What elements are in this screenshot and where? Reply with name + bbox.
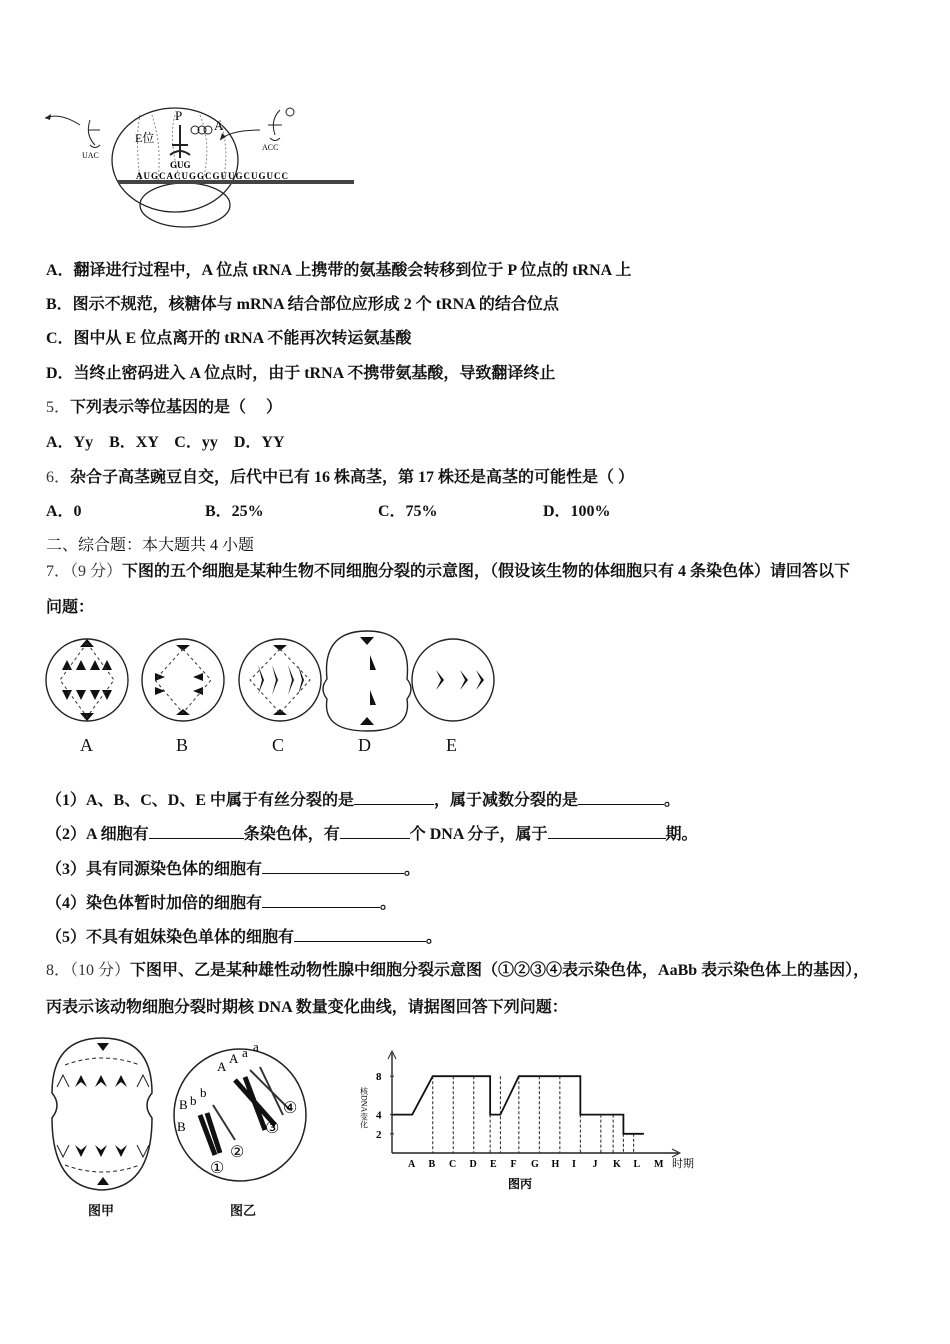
- q7-sub5-end: 。: [426, 929, 443, 946]
- q7-sub4-end: 。: [380, 895, 397, 912]
- figure-bing-chart: [360, 1045, 705, 1195]
- cell-label-b: B: [176, 735, 189, 755]
- x-tick-label: B: [428, 1159, 436, 1170]
- q8-stem: [46, 961, 869, 981]
- chromosome-4: ④: [283, 1100, 298, 1117]
- q6-option-c: C．75%: [378, 503, 438, 520]
- q5-text: 下列表示等位基因的是（ ）: [70, 399, 283, 416]
- q6-option-a: A．0: [46, 503, 82, 520]
- q7-sub4-text: （4）染色体暂时加倍的细胞有: [46, 895, 263, 912]
- y-axis-label: 核DNA变化: [360, 1087, 369, 1129]
- q7-stem-line2: 问题：: [46, 599, 95, 616]
- y-tick-label: 2: [376, 1128, 382, 1141]
- x-tick-label: A: [408, 1159, 416, 1170]
- answer-blank[interactable]: [340, 824, 410, 839]
- answer-blank[interactable]: [262, 859, 404, 874]
- q4-option-a: A．翻译进行过程中，A 位点 tRNA 上携带的氨基酸会转移到位于 P 位点的 tRNA 上: [46, 262, 632, 279]
- q7-sub1-text: （1）A、B、C、D、E 中属于有丝分裂的是: [46, 792, 355, 809]
- q7-sub5: [46, 927, 442, 948]
- q7-sub3: [46, 859, 420, 880]
- y-tick-label: 4: [376, 1109, 382, 1122]
- y-tick-label: 8: [376, 1071, 382, 1084]
- chromosome-3: ③: [265, 1120, 280, 1137]
- q8-number: 8．: [46, 962, 71, 979]
- q7-sub3-text: （3）具有同源染色体的细胞有: [46, 861, 263, 878]
- q5-number: 5．: [46, 399, 71, 416]
- q7-sub4: [46, 893, 396, 914]
- section-heading: 二、综合题：本大题共 4 小题: [46, 537, 255, 554]
- x-tick-label: G: [531, 1159, 539, 1170]
- q5-stem: [46, 398, 282, 418]
- x-tick-label: J: [592, 1159, 598, 1170]
- right-anticodon: ACC: [262, 143, 279, 152]
- q7-text: 下图的五个细胞是某种生物不同细胞分裂的示意图，（假设该生物的体细胞只有 4 条染色体）请回答以下: [122, 563, 851, 580]
- q7-sub2-end: 期。: [665, 826, 698, 843]
- figure-yi: [165, 1035, 315, 1195]
- gene-b2: b: [190, 1093, 197, 1108]
- p-site-label: P: [175, 108, 183, 123]
- gene-b4: B: [177, 1119, 186, 1134]
- gene-b3: b: [200, 1085, 207, 1100]
- dna-curve: [392, 1076, 644, 1134]
- cell-division-figures: [40, 625, 510, 735]
- mrna-sequence: AUGCACUGGCGUUGCUGUCC: [136, 171, 289, 181]
- q7-sub1: [46, 790, 680, 811]
- q6-option-d: D．100%: [543, 503, 611, 520]
- x-tick-label: C: [449, 1159, 457, 1170]
- q7-sub1-text2: ，属于减数分裂的是: [434, 792, 579, 809]
- x-axis-label: 时期: [672, 1158, 694, 1170]
- q7-sub5-text: （5）不具有姐妹染色单体的细胞有: [46, 929, 295, 946]
- answer-blank[interactable]: [262, 893, 380, 908]
- answer-blank[interactable]: [294, 927, 426, 942]
- q7-number: 7．: [46, 563, 71, 580]
- x-tick-label: M: [654, 1159, 664, 1170]
- figure-yi-caption: 图乙: [230, 1203, 257, 1218]
- cell-label-e: E: [446, 735, 457, 755]
- chromosome-1: ①: [210, 1160, 225, 1177]
- q7-score: （9 分）: [70, 563, 123, 580]
- answer-blank[interactable]: [578, 790, 664, 805]
- figure-jia-caption: 图甲: [88, 1203, 115, 1218]
- chromosome-2: ②: [230, 1144, 245, 1161]
- q7-sub1-end: 。: [664, 792, 681, 809]
- answer-blank[interactable]: [548, 824, 666, 839]
- q7-sub3-end: 。: [404, 861, 421, 878]
- x-tick-label: K: [613, 1159, 621, 1170]
- q8-text: 下图甲、乙是某种雄性动物性腺中细胞分裂示意图（①②③④表示染色体，AaBb 表示染色体上的基因），: [130, 962, 870, 979]
- x-tick-label: F: [510, 1159, 517, 1170]
- q5-options: A．Yy B．XY C．yy D．YY: [46, 434, 285, 451]
- x-tick-label: H: [551, 1159, 560, 1170]
- q7-stem: [46, 562, 850, 582]
- q4-option-c: C．图中从 E 位点离开的 tRNA 不能再次转运氨基酸: [46, 330, 412, 347]
- gene-a2: A: [229, 1051, 239, 1066]
- q7-sub2-text2: 条染色体，有: [243, 826, 340, 843]
- q7-sub2-text: （2）A 细胞有: [46, 826, 149, 843]
- chart-title: 图丙: [508, 1177, 533, 1191]
- gene-a1: A: [217, 1059, 227, 1074]
- left-anticodon: UAC: [82, 151, 99, 160]
- gene-a3: a: [242, 1045, 248, 1060]
- x-tick-label: I: [572, 1159, 576, 1170]
- q6-text: 杂合子高茎豌豆自交，后代中已有 16 株高茎，第 17 株还是高茎的可能性是（ ）: [70, 469, 635, 486]
- q7-sub2: [46, 824, 698, 845]
- answer-blank[interactable]: [149, 824, 244, 839]
- q8-stem-line2: 丙表示该动物细胞分裂时期核 DNA 数量变化曲线，请据图回答下列问题：: [46, 999, 568, 1016]
- x-tick-label: D: [469, 1159, 477, 1170]
- x-tick-label: L: [633, 1159, 641, 1170]
- q6-number: 6．: [46, 469, 71, 486]
- answer-blank[interactable]: [354, 790, 434, 805]
- gene-a4: a: [253, 1039, 259, 1054]
- translation-diagram: [40, 100, 370, 230]
- a-site-label: A: [214, 118, 224, 133]
- e-site-label: E位: [135, 131, 155, 145]
- q4-option-d: D．当终止密码进入 A 位点时，由于 tRNA 不携带氨基酸，导致翻译终止: [46, 365, 556, 382]
- p-anticodon: GUG: [170, 160, 191, 170]
- figure-jia: [45, 1035, 160, 1195]
- cell-label-a: A: [80, 735, 93, 755]
- gene-b1: B: [179, 1097, 188, 1112]
- q4-option-b: B．图示不规范，核糖体与 mRNA 结合部位应形成 2 个 tRNA 的结合位点: [46, 296, 559, 313]
- x-tick-label: E: [490, 1159, 497, 1170]
- q6-option-b: B．25%: [205, 503, 264, 520]
- cell-label-c: C: [272, 735, 285, 755]
- q7-sub2-text3: 个 DNA 分子，属于: [409, 826, 548, 843]
- cell-label-d: D: [358, 735, 371, 755]
- q6-stem: [46, 468, 634, 488]
- q8-score: （10 分）: [70, 962, 131, 979]
